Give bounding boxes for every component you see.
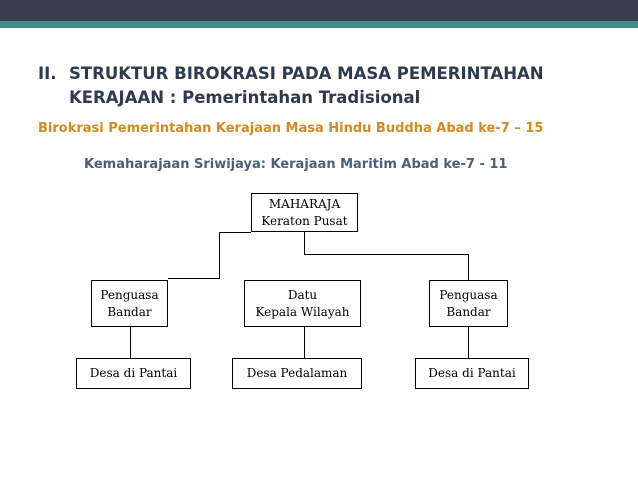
node-subtitle: Kepala Wilayah xyxy=(255,304,350,319)
org-node-maharaja xyxy=(251,193,358,232)
node-subtitle: Bandar xyxy=(107,304,152,319)
node-title: Penguasa xyxy=(439,287,498,302)
org-node-datu xyxy=(244,280,361,327)
node-label: Desa Pedalaman xyxy=(246,366,348,380)
connector-left-vline xyxy=(219,232,220,279)
connector-left-stub xyxy=(168,278,220,279)
node-subtitle: Keraton Pusat xyxy=(261,213,348,228)
node-subtitle: Bandar xyxy=(446,304,491,319)
connector-center-down xyxy=(304,327,305,358)
connector-left-down xyxy=(130,326,131,358)
connector-right-down xyxy=(468,326,469,358)
connector-root-down xyxy=(304,231,305,255)
title-line-1: STRUKTUR BIROKRASI PADA MASA PEMERINTAHAN xyxy=(69,64,544,83)
connector-right-vline xyxy=(468,254,469,280)
top-dark-bar xyxy=(0,0,638,21)
org-node-desa-pantai-right xyxy=(415,358,529,389)
org-node-penguasa-bandar-left xyxy=(91,280,168,327)
node-label: Desa di Pantai xyxy=(428,366,516,380)
slide-title xyxy=(38,62,544,110)
org-node-desa-pantai-left xyxy=(76,358,191,389)
chart-heading: Kemaharajaan Sriwijaya: Kerajaan Maritim Abad ke-7 - 11 xyxy=(84,157,508,172)
org-node-desa-pedalaman xyxy=(232,358,362,389)
node-label: Desa di Pantai xyxy=(89,366,178,380)
connector-right-hline xyxy=(304,254,469,255)
title-number: II. xyxy=(38,64,57,83)
node-title: MAHARAJA xyxy=(268,196,341,211)
org-node-penguasa-bandar-right xyxy=(429,280,508,327)
top-accent-bar xyxy=(0,21,638,28)
title-line-2: KERAJAAN : Pemerintahan Tradisional xyxy=(69,88,421,107)
connector-left-hline xyxy=(219,232,251,233)
slide-subtitle: Birokrasi Pemerintahan Kerajaan Masa Hindu Buddha Abad ke-7 – 15 xyxy=(38,121,544,136)
node-title: Penguasa xyxy=(100,287,159,302)
node-title: Datu xyxy=(287,287,318,302)
